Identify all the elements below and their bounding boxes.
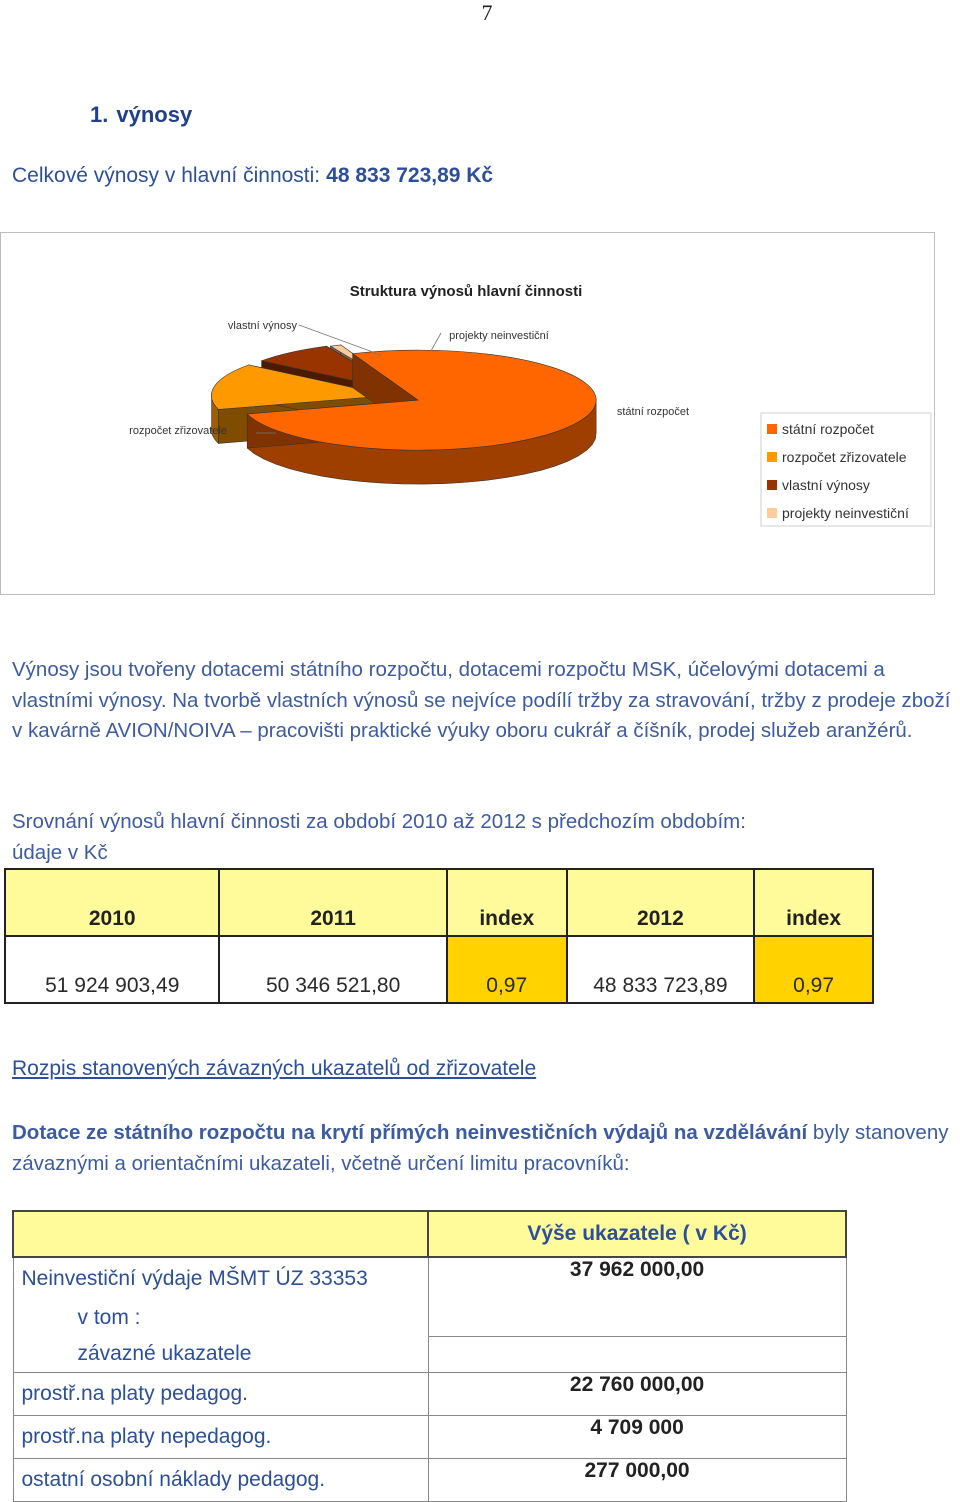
header-index-1: index xyxy=(447,869,567,936)
indicator-value: 4 709 000 xyxy=(428,1415,846,1458)
comparison-intro xyxy=(12,807,952,868)
value-index-1: 0,97 xyxy=(447,936,567,1003)
indicators-header-empty xyxy=(13,1211,428,1257)
indicators-description-rest: byly stanoveny závaznými a orientačními ukazateli, včetně určení limitu pracovníků: xyxy=(12,1121,949,1175)
slice-leader-line xyxy=(431,333,441,351)
total-value: 48 833 723,89 Kč xyxy=(326,164,494,187)
pie-chart-svg xyxy=(1,233,936,596)
page-number: 7 xyxy=(481,0,493,25)
legend-swatch xyxy=(767,424,777,434)
revenue-description: Výnosy jsou tvořeny dotacemi státního rozpočtu, dotacemi rozpočtu MSK, účelovými dotacemi a vlastními výnosy. Na tvorbě vlastních výnosů se nejvíce podílí tržby za stravování, tržby z prodeje zboží v kavárně AVION/NOIVA – pracovišti praktické výuky oboru cukrář a číšník, prodej služeb aranžérů. xyxy=(12,658,951,742)
comparison-intro-line2: údaje v Kč xyxy=(12,840,108,864)
indicators-header: Výše ukazatele ( v Kč) xyxy=(428,1211,846,1257)
indicator-value: 22 760 000,00 xyxy=(428,1372,846,1415)
indicator-row xyxy=(13,1458,846,1501)
comparison-header-row xyxy=(5,869,873,936)
slice-label: vlastní výnosy xyxy=(227,320,297,332)
value-index-2: 0,97 xyxy=(754,936,873,1003)
indicators-subtitle: Rozpis stanovených závazných ukazatelů od zřizovatele xyxy=(12,1057,537,1080)
revenue-pie-chart xyxy=(0,232,935,595)
indicator-row xyxy=(13,1300,846,1336)
section-title: výnosy xyxy=(116,102,193,127)
legend-entry: vlastní výnosy xyxy=(782,477,870,493)
indicator-label: ostatní osobní náklady pedagog. xyxy=(13,1458,428,1501)
indicator-label: prostř.na platy nepedagog. xyxy=(13,1415,428,1458)
legend-swatch xyxy=(767,508,777,518)
chart-title: Struktura výnosů hlavní činnosti xyxy=(349,283,583,300)
header-2010: 2010 xyxy=(5,869,219,936)
legend-swatch xyxy=(767,452,777,462)
section-heading xyxy=(90,102,192,128)
section-number: 1. xyxy=(90,102,109,127)
indicator-row xyxy=(13,1415,846,1458)
legend-swatch xyxy=(767,480,777,490)
slice-label: projekty neinvestiční xyxy=(449,330,549,342)
indicators-description-bold: Dotace ze státního rozpočtu na krytí přímých neinvestičních výdajů na vzdělávání xyxy=(12,1121,808,1144)
total-revenue-line xyxy=(12,164,493,188)
comparison-value-row xyxy=(5,936,873,1003)
indicators-table xyxy=(12,1210,847,1502)
indicators-header-row xyxy=(13,1211,846,1257)
legend-entry: rozpočet zřizovatele xyxy=(782,449,907,465)
value-2010: 51 924 903,49 xyxy=(5,936,219,1003)
indicator-row xyxy=(13,1336,846,1372)
legend-entry: projekty neinvestiční xyxy=(782,505,909,521)
value-2012: 48 833 723,89 xyxy=(567,936,755,1003)
indicator-value xyxy=(428,1300,846,1336)
header-2011: 2011 xyxy=(219,869,446,936)
comparison-table xyxy=(4,868,874,1004)
slice-label: státní rozpočet xyxy=(616,406,689,418)
value-2011: 50 346 521,80 xyxy=(219,936,446,1003)
header-index-2: index xyxy=(754,869,873,936)
indicator-label: prostř.na platy pedagog. xyxy=(13,1372,428,1415)
indicator-row xyxy=(13,1257,846,1300)
indicator-label: v tom : xyxy=(13,1300,428,1336)
indicator-value: 277 000,00 xyxy=(428,1458,846,1501)
slice-label: rozpočet zřizovatele xyxy=(129,425,227,437)
legend-entry: státní rozpočet xyxy=(782,421,874,437)
indicator-label: Neinvestiční výdaje MŠMT ÚZ 33353 xyxy=(13,1257,428,1300)
indicator-value xyxy=(428,1336,846,1372)
chart-legend xyxy=(761,413,931,526)
header-2012: 2012 xyxy=(567,869,755,936)
indicator-label: závazné ukazatele xyxy=(13,1336,428,1372)
indicator-value: 37 962 000,00 xyxy=(428,1257,846,1300)
indicators-description xyxy=(12,1118,952,1179)
total-label: Celkové výnosy v hlavní činnosti: xyxy=(12,164,321,187)
indicator-row xyxy=(13,1372,846,1415)
comparison-intro-line1: Srovnání výnosů hlavní činnosti za období 2010 až 2012 s předchozím obdobím: xyxy=(12,810,746,833)
